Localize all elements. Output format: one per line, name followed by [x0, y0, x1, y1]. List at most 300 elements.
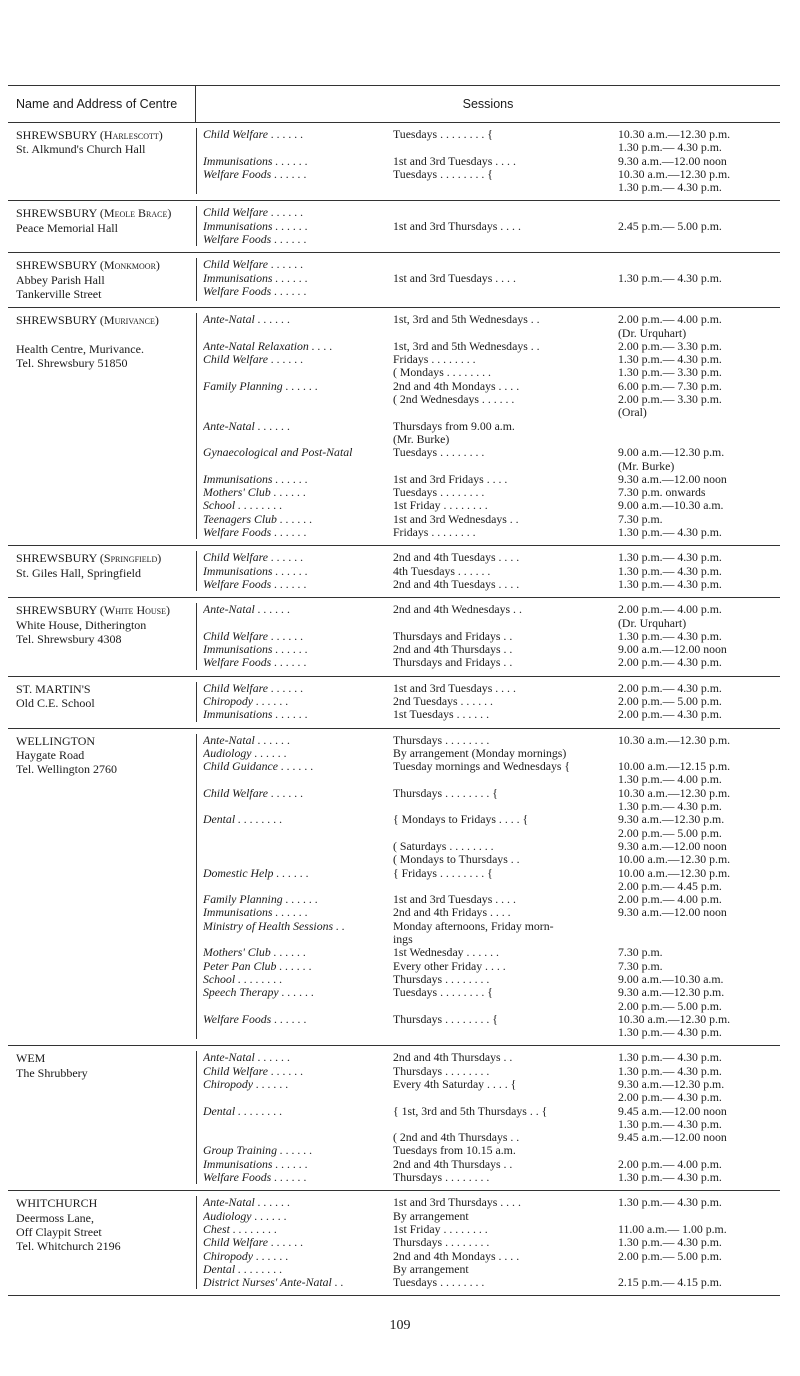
session-row	[203, 1131, 780, 1144]
session-time: 1.30 p.m.— 4.30 p.m.	[618, 271, 722, 285]
centre-block	[8, 546, 780, 598]
session-time	[618, 1144, 780, 1157]
session-days: 1st and 3rd Tuesdays . . . .	[393, 681, 516, 695]
service-name	[203, 933, 393, 946]
centre-name: SHREWSBURY (Meole Brace)	[16, 206, 172, 221]
session-days: 2nd and 4th Mondays . . . .	[393, 1249, 520, 1263]
session-days: Fridays . . . . . . . .	[393, 353, 476, 367]
session-row	[203, 1078, 780, 1091]
session-days: Tuesdays . . . . . . . .	[393, 1276, 485, 1290]
centre-address-line: Peace Memorial Hall	[16, 220, 118, 235]
session-days: ( Mondays . . . . . . . .	[393, 366, 491, 380]
service-name: Dental . . . . . . . .	[203, 1262, 283, 1276]
centre-block	[8, 308, 780, 546]
session-time: (Oral)	[618, 406, 647, 420]
service-name	[203, 366, 393, 379]
service-name: Ante-Natal . . . . . .	[203, 1196, 291, 1210]
sessions-list	[196, 551, 780, 591]
session-row	[203, 773, 780, 786]
session-days: 1st and 3rd Tuesdays . . . .	[393, 271, 516, 285]
session-row	[203, 734, 780, 747]
session-row	[203, 853, 780, 866]
session-row	[203, 933, 780, 946]
service-name: Ante-Natal Relaxation . . . .	[203, 339, 333, 353]
session-days: 1st and 3rd Thursdays . . . .	[393, 219, 521, 233]
session-row	[203, 258, 780, 271]
service-name	[203, 327, 393, 340]
session-time: 9.00 a.m.—10.30 a.m.	[618, 499, 724, 513]
centre-name-address	[8, 313, 196, 539]
session-time: 10.00 a.m.—12.15 p.m.	[618, 760, 731, 774]
session-days: Monday afternoons, Friday morn-	[393, 919, 554, 933]
session-row	[203, 327, 780, 340]
session-time	[618, 933, 780, 946]
session-days: 1st and 3rd Fridays . . . .	[393, 472, 508, 486]
session-time: 9.30 a.m.—12.30 p.m.	[618, 813, 725, 827]
centre-block	[8, 253, 780, 308]
session-time	[618, 285, 780, 298]
session-days: Thursdays . . . . . . . .	[393, 1236, 490, 1250]
centre-block	[8, 598, 780, 676]
sessions-list	[196, 603, 780, 669]
centre-address-line: Health Centre, Murivance.	[16, 341, 144, 356]
centre-address-line: The Shrubbery	[16, 1065, 88, 1080]
session-row	[203, 513, 780, 526]
session-days: 2nd and 4th Tuesdays . . . .	[393, 551, 520, 565]
session-days: 1st, 3rd and 5th Wednesdays . .	[393, 313, 540, 327]
session-time: 2.00 p.m.— 5.00 p.m.	[618, 694, 722, 708]
session-time: 9.30 a.m.—12.00 noon	[618, 906, 727, 920]
session-days: Every 4th Saturday . . . . {	[393, 1078, 517, 1091]
session-time: 10.00 a.m.—12.30 p.m.	[618, 866, 731, 880]
centre-address-line: Tel. Wellington 2760	[16, 762, 117, 777]
session-days	[393, 258, 618, 271]
session-time: 2.00 p.m.— 3.30 p.m.	[618, 339, 722, 353]
session-row	[203, 630, 780, 643]
centre-address-line: Tankerville Street	[16, 286, 102, 301]
session-days: 1st Tuesdays . . . . . .	[393, 708, 490, 722]
session-row	[203, 1196, 780, 1209]
centre-address-line: St. Giles Hall, Springfield	[16, 565, 141, 580]
centre-address-line: Abbey Parish Hall	[16, 272, 105, 287]
sessions-list	[196, 734, 780, 1040]
session-time: 10.30 a.m.—12.30 p.m.	[618, 128, 731, 141]
service-name: Immunisations . . . . . .	[203, 643, 308, 657]
service-name: Child Welfare . . . . . .	[203, 681, 304, 695]
session-time: 9.00 a.m.—10.30 a.m.	[618, 972, 724, 986]
service-name	[203, 827, 393, 840]
session-row	[203, 708, 780, 721]
centre-name: SHREWSBURY (Harlescott)	[16, 128, 163, 142]
session-days: 1st Friday . . . . . . . .	[393, 1222, 488, 1236]
session-days: ( Saturdays . . . . . . . .	[393, 839, 494, 853]
service-name: Child Welfare . . . . . .	[203, 1236, 304, 1250]
session-time: 2.15 p.m.— 4.15 p.m.	[618, 1276, 722, 1290]
session-time: 7.30 p.m.	[618, 959, 663, 973]
session-time: 2.00 p.m.— 4.30 p.m.	[618, 681, 722, 695]
session-row	[203, 551, 780, 564]
session-days: 2nd and 4th Thursdays . .	[393, 643, 513, 657]
service-name: Welfare Foods . . . . . .	[203, 1171, 307, 1185]
session-days: Fridays . . . . . . . .	[393, 526, 476, 540]
header-centre: Name and Address of Centre	[8, 86, 196, 122]
session-days: Tuesday mornings and Wednesdays {	[393, 760, 571, 774]
session-time: 1.30 p.m.— 4.30 p.m.	[618, 141, 722, 155]
service-name	[203, 1118, 393, 1131]
session-days: 4th Tuesdays . . . . . .	[393, 564, 491, 578]
session-row	[203, 578, 780, 591]
centre-name: WHITCHURCH	[16, 1196, 98, 1211]
session-row	[203, 526, 780, 539]
session-days: Thursdays . . . . . . . .	[393, 1064, 490, 1078]
service-name	[203, 617, 393, 630]
session-time	[618, 433, 780, 446]
session-time: 9.45 a.m.—12.00 noon	[618, 1104, 727, 1118]
session-time: 1.30 p.m.— 4.30 p.m.	[618, 353, 722, 367]
session-row	[203, 473, 780, 486]
sessions-list	[196, 258, 780, 301]
session-days: Thursdays . . . . . . . .	[393, 1171, 490, 1185]
service-name: Speech Therapy . . . . . .	[203, 986, 315, 1000]
service-name: Child Welfare . . . . . .	[203, 629, 304, 643]
session-row	[203, 1263, 780, 1276]
session-days	[393, 181, 618, 194]
session-row	[203, 486, 780, 499]
session-days: Thursdays . . . . . . . . {	[393, 786, 498, 800]
session-days: Tuesdays . . . . . . . .	[393, 486, 485, 500]
centre-address-line: Tel. Shrewsbury 4308	[16, 631, 122, 646]
centre-address-line: St. Alkmund's Church Hall	[16, 142, 146, 157]
session-time: 6.00 p.m.— 7.30 p.m.	[618, 379, 722, 393]
service-name: Welfare Foods . . . . . .	[203, 167, 307, 181]
session-days	[393, 285, 618, 298]
centre-name: SHREWSBURY (White House)	[16, 603, 170, 618]
session-days: ( 2nd Wednesdays . . . . . .	[393, 393, 515, 407]
session-row	[203, 128, 780, 141]
session-time: 2.00 p.m.— 4.30 p.m.	[618, 708, 722, 722]
service-name: Child Welfare . . . . . .	[203, 128, 304, 141]
session-time: 10.30 a.m.—12.30 p.m.	[618, 733, 731, 747]
session-row	[203, 206, 780, 219]
session-row	[203, 220, 780, 233]
session-days: Thursdays and Fridays . .	[393, 629, 513, 643]
centre-name-address	[8, 603, 196, 669]
session-time: 2.00 p.m.— 4.00 p.m.	[618, 893, 722, 907]
session-row	[203, 313, 780, 326]
session-time: (Dr. Urquhart)	[618, 326, 687, 340]
session-row	[203, 433, 780, 446]
session-days: Thursdays . . . . . . . .	[393, 733, 490, 747]
session-time: 1.30 p.m.— 4.30 p.m.	[618, 551, 722, 565]
service-name: Immunisations . . . . . .	[203, 472, 308, 486]
session-row	[203, 1210, 780, 1223]
session-days	[393, 1118, 618, 1131]
centre-address-line: Tel. Whitchurch 2196	[16, 1239, 121, 1254]
centre-name-address	[8, 258, 196, 301]
service-name: Child Welfare . . . . . .	[203, 786, 304, 800]
session-time	[618, 1210, 780, 1223]
centre-name: SHREWSBURY (Monkmoor)	[16, 258, 160, 273]
session-days: Tuesdays . . . . . . . . {	[393, 167, 493, 181]
service-name	[203, 1026, 393, 1039]
service-name: District Nurses' Ante-Natal . .	[203, 1276, 344, 1290]
service-name: Welfare Foods . . . . . .	[203, 526, 307, 540]
session-row	[203, 906, 780, 919]
session-days: Tuesdays from 10.15 a.m.	[393, 1144, 516, 1158]
centre-name: SHREWSBURY (Springfield)	[16, 551, 162, 566]
session-time: 9.30 a.m.—12.00 noon	[618, 154, 727, 168]
session-time: 1.30 p.m.— 4.30 p.m.	[618, 800, 722, 814]
session-days	[393, 880, 618, 893]
session-time: 9.00 a.m.—12.30 p.m.	[618, 446, 725, 460]
session-row	[203, 1065, 780, 1078]
service-name: Peter Pan Club . . . . . .	[203, 959, 312, 973]
session-row	[203, 1171, 780, 1184]
session-row	[203, 420, 780, 433]
service-name: Child Guidance . . . . . .	[203, 760, 314, 774]
service-name: School . . . . . . . .	[203, 972, 283, 986]
service-name	[203, 1131, 393, 1144]
service-name: Immunisations . . . . . .	[203, 708, 308, 722]
sessions-list	[196, 128, 780, 194]
session-row	[203, 272, 780, 285]
session-row	[203, 946, 780, 959]
service-name: Welfare Foods . . . . . .	[203, 577, 307, 591]
service-name: Chest . . . . . . . .	[203, 1222, 278, 1236]
session-days: 1st and 3rd Wednesdays . .	[393, 512, 519, 526]
service-name: Family Planning . . . . . .	[203, 379, 319, 393]
session-row	[203, 181, 780, 194]
session-row	[203, 1236, 780, 1249]
session-time: 2.00 p.m.— 4.00 p.m.	[618, 1157, 722, 1171]
service-name	[203, 773, 393, 786]
session-time: 1.30 p.m.— 3.30 p.m.	[618, 366, 722, 380]
centre-name-address	[8, 682, 196, 722]
session-time: 1.30 p.m.— 4.30 p.m.	[618, 181, 722, 195]
centre-name-address	[8, 1051, 196, 1184]
centre-name-address	[8, 1196, 196, 1289]
centre-name-address	[8, 551, 196, 591]
service-name: Audiology . . . . . .	[203, 746, 287, 760]
session-days	[393, 1000, 618, 1013]
service-name: Teenagers Club . . . . . .	[203, 512, 313, 526]
centre-name: ST. MARTIN'S	[16, 681, 91, 696]
session-days: 2nd and 4th Mondays . . . .	[393, 379, 520, 393]
session-days	[393, 800, 618, 813]
session-time: 1.30 p.m.— 4.30 p.m.	[618, 564, 722, 578]
service-name	[203, 1000, 393, 1013]
centre-name: WELLINGTON	[16, 733, 96, 748]
session-time: 7.30 p.m. onwards	[618, 486, 706, 500]
service-name: Welfare Foods . . . . . .	[203, 284, 307, 298]
service-name: Group Training . . . . . .	[203, 1144, 313, 1158]
session-time: 9.30 a.m.—12.00 noon	[618, 839, 727, 853]
session-row	[203, 1144, 780, 1157]
service-name: Immunisations . . . . . .	[203, 154, 308, 168]
session-days: { 1st, 3rd and 5th Thursdays . . {	[393, 1104, 548, 1118]
session-days	[393, 233, 618, 246]
session-days: 2nd and 4th Thursdays . .	[393, 1051, 513, 1065]
service-name: Child Welfare . . . . . .	[203, 551, 304, 565]
session-row	[203, 1051, 780, 1064]
session-time	[618, 206, 780, 219]
session-time: 10.30 a.m.—12.30 p.m.	[618, 1012, 731, 1026]
service-name	[203, 460, 393, 473]
service-name	[203, 1091, 393, 1104]
session-days: Thursdays and Fridays . .	[393, 656, 513, 670]
session-days: ( Mondays to Thursdays . .	[393, 853, 520, 867]
session-row	[203, 695, 780, 708]
session-days	[393, 327, 618, 340]
session-days: Thursdays . . . . . . . .	[393, 972, 490, 986]
centre-block	[8, 123, 780, 201]
session-time: 2.00 p.m.— 5.00 p.m.	[618, 1249, 722, 1263]
service-name: Immunisations . . . . . .	[203, 906, 308, 920]
session-time: 7.30 p.m.	[618, 512, 663, 526]
session-row	[203, 1118, 780, 1131]
session-days: 1st and 3rd Thursdays . . . .	[393, 1196, 521, 1210]
session-time: 1.30 p.m.— 4.30 p.m.	[618, 1196, 722, 1210]
session-row	[203, 960, 780, 973]
session-row	[203, 366, 780, 379]
session-row	[203, 920, 780, 933]
session-row	[203, 155, 780, 168]
service-name: Welfare Foods . . . . . .	[203, 233, 307, 247]
service-name: Ante-Natal . . . . . .	[203, 1051, 291, 1065]
service-name: Family Planning . . . . . .	[203, 893, 319, 907]
centre-address-line: Deermoss Lane,	[16, 1210, 94, 1225]
session-time	[618, 258, 780, 271]
sessions-list	[196, 1196, 780, 1289]
service-name: Gynaecological and Post-Natal	[203, 446, 353, 460]
centre-name: WEM	[16, 1051, 46, 1066]
session-days: By arrangement (Monday mornings)	[393, 746, 567, 760]
session-row	[203, 813, 780, 826]
session-days: Tuesdays . . . . . . . . {	[393, 128, 493, 141]
session-time: 1.30 p.m.— 4.30 p.m.	[618, 1064, 722, 1078]
session-row	[203, 682, 780, 695]
session-row	[203, 787, 780, 800]
centre-block	[8, 1046, 780, 1191]
session-time: 9.30 a.m.—12.00 noon	[618, 472, 727, 486]
service-name: Child Welfare . . . . . .	[203, 258, 304, 272]
session-row	[203, 340, 780, 353]
session-time: 2.00 p.m.— 5.00 p.m.	[618, 999, 722, 1013]
session-row	[203, 499, 780, 512]
session-row	[203, 446, 780, 459]
session-row	[203, 893, 780, 906]
centre-name-address	[8, 128, 196, 194]
session-days: { Fridays . . . . . . . . {	[393, 866, 493, 880]
session-row	[203, 1026, 780, 1039]
session-days: Thursdays from 9.00 a.m.	[393, 419, 515, 433]
session-time: 2.00 p.m.— 4.30 p.m.	[618, 1091, 722, 1105]
session-row	[203, 1276, 780, 1289]
table-header	[8, 85, 780, 123]
session-row	[203, 353, 780, 366]
session-row	[203, 643, 780, 656]
session-row	[203, 1158, 780, 1171]
session-time: 1.30 p.m.— 4.30 p.m.	[618, 577, 722, 591]
session-days	[393, 141, 618, 154]
session-time: 1.30 p.m.— 4.30 p.m.	[618, 1051, 722, 1065]
centre-address-line	[16, 328, 196, 342]
service-name: Welfare Foods . . . . . .	[203, 656, 307, 670]
service-name: Chiropody . . . . . .	[203, 1078, 289, 1091]
service-name: Ministry of Health Sessions . .	[203, 919, 345, 933]
service-name: Dental . . . . . . . .	[203, 1104, 283, 1118]
session-days: ings	[393, 933, 413, 947]
session-days	[393, 460, 618, 473]
service-name: Dental . . . . . . . .	[203, 813, 283, 827]
session-days: Every other Friday . . . .	[393, 959, 506, 973]
session-days: By arrangement	[393, 1209, 469, 1223]
session-time: 1.30 p.m.— 4.30 p.m.	[618, 1236, 722, 1250]
session-row	[203, 1013, 780, 1026]
service-name: Domestic Help . . . . . .	[203, 866, 309, 880]
service-name	[203, 406, 393, 419]
service-name: Chiropody . . . . . .	[203, 694, 289, 708]
service-name: Ante-Natal . . . . . .	[203, 733, 291, 747]
session-time	[618, 233, 780, 246]
session-row	[203, 760, 780, 773]
service-name	[203, 433, 393, 446]
centre-name: SHREWSBURY (Murivance)	[16, 313, 159, 328]
session-row	[203, 986, 780, 999]
service-name: Mothers' Club . . . . . .	[203, 946, 307, 960]
service-name: Child Welfare . . . . . .	[203, 1064, 304, 1078]
session-days	[393, 617, 618, 630]
centre-block	[8, 201, 780, 253]
service-name	[203, 141, 393, 154]
service-name: Immunisations . . . . . .	[203, 271, 308, 285]
session-row	[203, 840, 780, 853]
service-name: Ante-Natal . . . . . .	[203, 603, 291, 617]
session-row	[203, 827, 780, 840]
session-row	[203, 285, 780, 298]
service-name: Audiology . . . . . .	[203, 1209, 287, 1223]
session-row	[203, 656, 780, 669]
centre-address-line: Off Claypit Street	[16, 1224, 102, 1239]
session-row	[203, 406, 780, 419]
session-days: Tuesdays . . . . . . . . {	[393, 986, 493, 1000]
session-time	[618, 420, 780, 433]
centre-address-line: Haygate Road	[16, 747, 85, 762]
session-time: 1.30 p.m.— 4.30 p.m.	[618, 526, 722, 540]
session-days: 2nd and 4th Tuesdays . . . .	[393, 577, 520, 591]
service-name: Child Welfare . . . . . .	[203, 206, 304, 220]
session-days: ( 2nd and 4th Thursdays . .	[393, 1131, 520, 1145]
session-days	[393, 406, 618, 419]
session-time: 11.00 a.m.— 1.00 p.m.	[618, 1222, 727, 1236]
centre-block	[8, 677, 780, 729]
session-row	[203, 617, 780, 630]
sessions-list	[196, 1051, 780, 1184]
session-time: 1.30 p.m.— 4.30 p.m.	[618, 629, 722, 643]
session-days	[393, 827, 618, 840]
service-name: Ante-Natal . . . . . .	[203, 313, 291, 327]
session-days	[393, 1091, 618, 1104]
centre-address-line: Tel. Shrewsbury 51850	[16, 355, 128, 370]
session-time: 1.30 p.m.— 4.30 p.m.	[618, 1171, 722, 1185]
session-row	[203, 973, 780, 986]
service-name	[203, 840, 393, 853]
session-row	[203, 565, 780, 578]
centre-address-line: White House, Ditherington	[16, 617, 147, 632]
session-time: 2.00 p.m.— 4.00 p.m.	[618, 313, 722, 327]
session-time: 9.30 a.m.—12.30 p.m.	[618, 1078, 725, 1091]
session-row	[203, 1091, 780, 1104]
